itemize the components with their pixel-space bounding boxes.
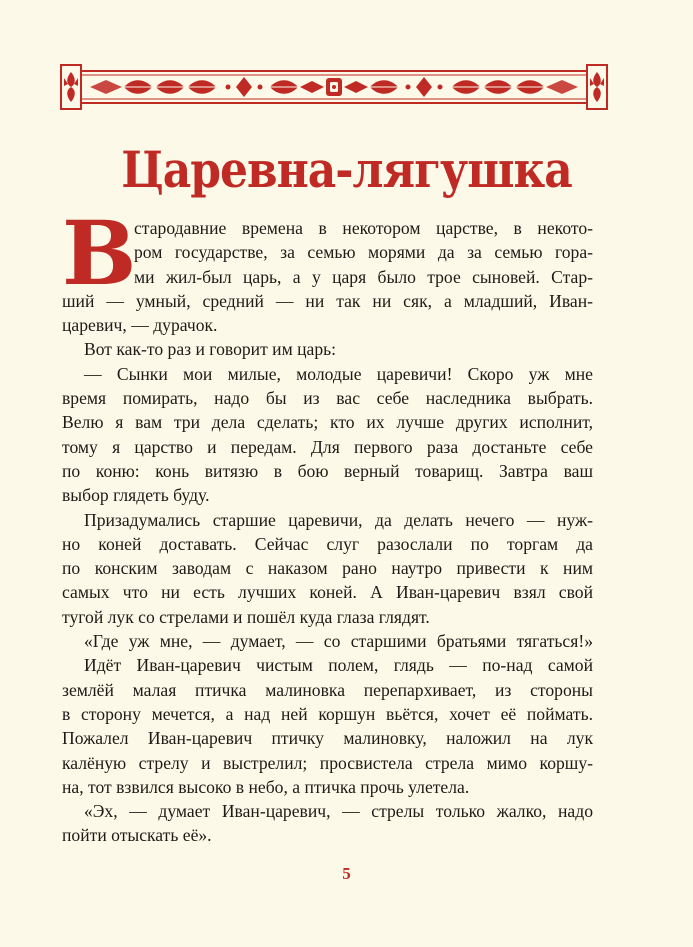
text-line: Призадумались старшие царевичи, да делать нечего — нуж- bbox=[84, 509, 593, 530]
drop-cap: В bbox=[62, 201, 137, 305]
text-line: «Эх, — думает Иван-царевич, — стрелы только жалко, надо bbox=[84, 801, 593, 822]
chapter-title: Царевна-лягушка bbox=[121, 142, 572, 200]
text-line: калёную стрелу и выстрелил; просвистела стрела мимо коршу- bbox=[62, 752, 593, 773]
text-line: тугой лук со стрелами и пошёл куда глаза глядят. bbox=[62, 606, 430, 627]
text-line: по конским заводам с наказом рано наутро привести к ним bbox=[62, 558, 593, 579]
cartouche-icon bbox=[326, 78, 342, 96]
text-line: в сторону мечется, а над ней коршун вьётся, хочет её поймать. bbox=[62, 703, 593, 724]
text-line: время помирать, надо бы из вас себе наследника выбрать. bbox=[62, 388, 593, 409]
text-line: «Где уж мне, — думает, — со старшими братьями тягаться!» bbox=[84, 631, 593, 652]
diamond-icon bbox=[406, 77, 443, 97]
text-line: Велю я вам три дела сделать; кто их лучше других исполнит, bbox=[62, 412, 593, 433]
text-line: землёй малая птичка малиновка перепархивает, из стороны bbox=[62, 679, 593, 700]
text-line: ший — умный, средний — ни так ни сяк, а младший, Иван- bbox=[62, 290, 593, 311]
text-line: ром государстве, за семью морями да за семью гора- bbox=[134, 242, 593, 263]
text-line: тому я царство и передам. Для первого раза достаньте себе bbox=[62, 436, 593, 457]
text-line: стародавние времена в некотором царстве, в некото- bbox=[134, 218, 593, 238]
header-ornament bbox=[60, 64, 608, 110]
text-line: — Сынки мои милые, молодые царевичи! Скоро уж мне bbox=[84, 363, 593, 384]
text-line: но коней доставать. Сейчас слуг разослали по торгам да bbox=[62, 533, 593, 554]
text-line: выбор глядеть буду. bbox=[62, 485, 210, 506]
text-line: Вот как-то раз и говорит им царь: bbox=[84, 339, 337, 360]
diamond-icon bbox=[226, 77, 263, 97]
text-line: по коню: конь витязю в бою верный товарищ. Завтра ваш bbox=[62, 460, 593, 481]
text-line: ми жил-был царь, а у царя было трое сыновей. Стар- bbox=[134, 266, 593, 287]
text-line: Идёт Иван-царевич чистым полем, глядь — по-над самой bbox=[84, 655, 593, 676]
page-number: 5 bbox=[342, 864, 351, 883]
text-line: самых что ни есть лучших коней. А Иван-царевич взял свой bbox=[62, 582, 593, 603]
body-text bbox=[62, 216, 593, 848]
text-line: пойти отыскать её». bbox=[62, 825, 212, 846]
text-line: царевич, — дурачок. bbox=[62, 315, 218, 336]
text-line: на, тот взвился высоко в небо, а птичка прочь улетела. bbox=[62, 776, 470, 797]
text-line: Пожалел Иван-царевич птичку малиновку, наложил на лук bbox=[62, 728, 593, 749]
